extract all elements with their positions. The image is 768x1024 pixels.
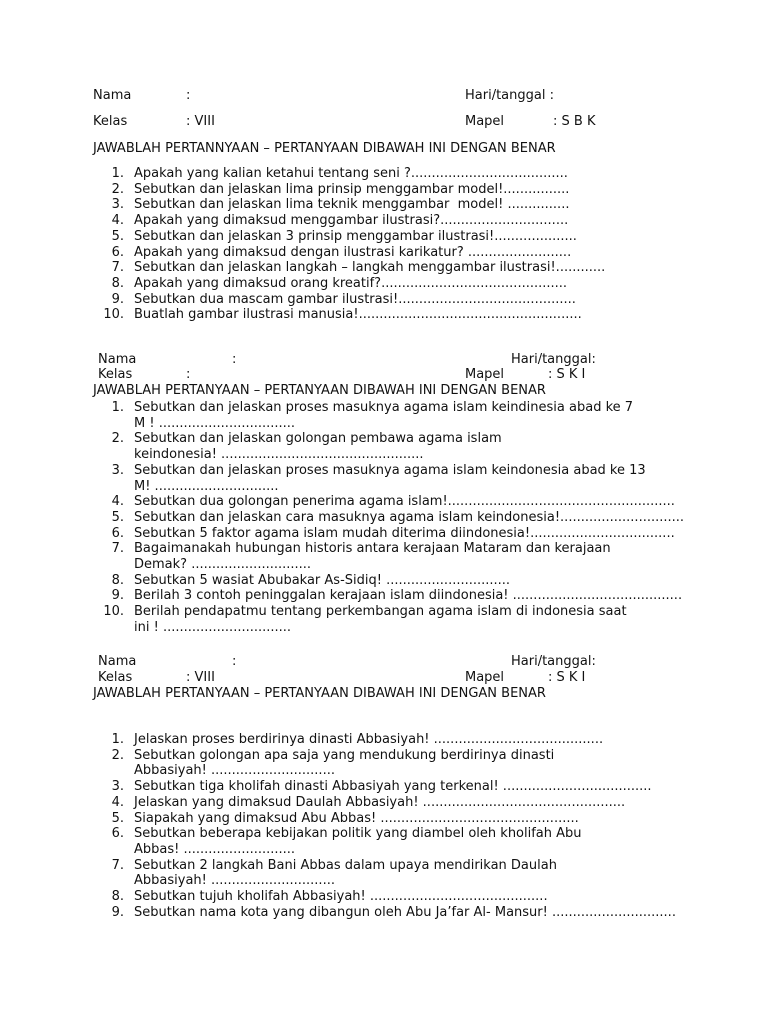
- kelas-value: : VIII: [186, 114, 215, 129]
- question-item: [94, 494, 684, 510]
- question-item: [94, 748, 676, 779]
- question-number: 8.: [111, 275, 124, 291]
- question-text: Sebutkan dan jelaskan 3 prinsip menggambar ilustrasi!....................: [134, 228, 577, 244]
- question-text: Apakah yang kalian ketahui tentang seni ?......................................: [134, 166, 568, 181]
- question-number: 10.: [103, 307, 124, 323]
- question-text: Buatlah gambar ilustrasi manusia!......................................................: [134, 307, 582, 323]
- question-text: Sebutkan nama kota yang dibangun oleh Abu Ja’far Al- Mansur! ..............................: [134, 904, 676, 920]
- question-number: 2.: [111, 747, 124, 763]
- question-item: [94, 732, 676, 748]
- instruction-heading: JAWABLAH PERTANYAAN – PERTANYAAN DIBAWAH INI DENGAN BENAR: [93, 383, 546, 398]
- question-text: Berilah pendapatmu tentang perkembangan agama islam di indonesia saat ini ! ...............................: [134, 604, 627, 635]
- question-number: 8.: [111, 572, 124, 588]
- question-number: 1.: [111, 166, 124, 181]
- question-number: 7.: [111, 541, 124, 557]
- question-item: [94, 510, 684, 526]
- question-number: 3.: [111, 462, 124, 478]
- question-item: [94, 245, 605, 261]
- question-item: [94, 588, 684, 604]
- question-number: 7.: [111, 857, 124, 873]
- nama-colon: :: [232, 654, 237, 669]
- mapel-label: Mapel: [465, 114, 505, 129]
- question-list: [94, 166, 605, 323]
- question-number: 5.: [111, 228, 124, 244]
- question-item: [94, 811, 676, 827]
- question-text: Jelaskan yang dimaksud Daulah Abbasiyah! .................................................: [134, 794, 626, 810]
- question-number: 3.: [111, 197, 124, 213]
- question-item: [94, 858, 676, 889]
- question-number: 1.: [111, 732, 124, 747]
- question-item: [94, 604, 684, 635]
- kelas-value: : VIII: [186, 670, 215, 685]
- hari-tanggal-label: Hari/tanggal:: [511, 352, 596, 367]
- question-text: Sebutkan 2 langkah Bani Abbas dalam upaya mendirikan Daulah Abbasiyah! ..............................: [134, 857, 557, 889]
- question-number: 7.: [111, 260, 124, 276]
- question-item: [94, 197, 605, 213]
- question-item: [94, 166, 605, 182]
- question-text: Sebutkan dan jelaskan cara masuknya agama islam keindonesia!..............................: [134, 509, 685, 525]
- question-item: [94, 573, 684, 589]
- question-number: 8.: [111, 889, 124, 905]
- question-item: [94, 400, 684, 431]
- hari-tanggal-label: Hari/tanggal:: [511, 654, 596, 669]
- question-item: [94, 795, 676, 811]
- mapel-value: : S K I: [548, 670, 586, 685]
- question-number: 4.: [111, 213, 124, 229]
- instruction-heading: JAWABLAH PERTANYAAN – PERTANYAAN DIBAWAH INI DENGAN BENAR: [93, 686, 546, 701]
- question-item: [94, 905, 676, 921]
- question-number: 9.: [111, 588, 124, 604]
- nama-colon: :: [232, 352, 237, 367]
- question-text: Sebutkan beberapa kebijakan politik yang diambel oleh kholifah Abu Abbas! ...........................: [134, 826, 582, 857]
- question-text: Apakah yang dimaksud dengan ilustrasi karikatur? .........................: [134, 244, 572, 260]
- question-item: [94, 431, 684, 462]
- question-item: [94, 463, 684, 494]
- question-text: Bagaimanakah hubungan historis antara kerajaan Mataram dan kerajaan Demak? .............................: [134, 541, 611, 573]
- question-text: Sebutkan 5 faktor agama islam mudah diterima diindonesia!...................................: [134, 525, 675, 541]
- question-number: 6.: [111, 826, 124, 842]
- question-item: [94, 182, 605, 198]
- nama-label: Nama: [93, 88, 132, 103]
- question-text: Sebutkan dan jelaskan lima prinsip menggambar model!................: [134, 181, 570, 197]
- question-text: Berilah 3 contoh peninggalan kerajaan islam diindonesia! .........................................: [134, 588, 683, 604]
- question-item: [94, 779, 676, 795]
- question-number: 9.: [111, 291, 124, 307]
- question-number: 1.: [111, 400, 124, 415]
- question-item: [94, 213, 605, 229]
- question-text: Sebutkan tujuh kholifah Abbasiyah! ...........................................: [134, 889, 548, 905]
- question-text: Sebutkan dan jelaskan golongan pembawa agama islam keindonesia! .................................................: [134, 431, 502, 463]
- kelas-label: Kelas: [93, 114, 128, 129]
- question-text: Apakah yang dimaksud orang kreatif?.............................................: [134, 275, 568, 291]
- question-text: Jelaskan proses berdirinya dinasti Abbasiyah! .........................................: [134, 732, 604, 747]
- question-item: [94, 276, 605, 292]
- question-list: [94, 400, 684, 636]
- nama-label: Nama: [98, 654, 137, 669]
- nama-label: Nama: [98, 352, 137, 367]
- instruction-heading: JAWABLAH PERTANNYAAN – PERTANYAAN DIBAWAH INI DENGAN BENAR: [93, 141, 556, 156]
- question-item: [94, 229, 605, 245]
- question-text: Sebutkan dan jelaskan proses masuknya agama islam keindinesia abad ke 7 M ! .................................: [134, 400, 634, 431]
- question-text: Sebutkan dua golongan penerima agama islam!.......................................................: [134, 494, 675, 510]
- question-number: 5.: [111, 810, 124, 826]
- question-text: Sebutkan 5 wasiat Abubakar As-Sidiq! ..............................: [134, 572, 511, 588]
- question-text: Sebutkan dan jelaskan langkah – langkah menggambar ilustrasi!............: [134, 260, 606, 276]
- question-number: 4.: [111, 794, 124, 810]
- question-number: 6.: [111, 525, 124, 541]
- question-number: 10.: [103, 604, 124, 620]
- question-number: 6.: [111, 244, 124, 260]
- question-text: Sebutkan tiga kholifah dinasti Abbasiyah yang terkenal! ....................................: [134, 779, 652, 795]
- question-item: [94, 526, 684, 542]
- question-number: 5.: [111, 509, 124, 525]
- question-item: [94, 307, 605, 323]
- nama-colon: :: [186, 88, 191, 103]
- question-number: 9.: [111, 904, 124, 920]
- question-number: 4.: [111, 494, 124, 510]
- hari-tanggal-label: Hari/tanggal :: [465, 88, 554, 103]
- kelas-label: Kelas: [98, 670, 133, 685]
- question-text: Sebutkan golongan apa saja yang mendukung berdirinya dinasti Abbasiyah! ..............................: [134, 747, 555, 779]
- question-list: [94, 732, 676, 920]
- mapel-label: Mapel: [465, 670, 505, 685]
- question-text: Sebutkan dan jelaskan proses masuknya agama islam keindonesia abad ke 13 M! ..............................: [134, 462, 646, 494]
- mapel-label: Mapel: [465, 367, 505, 382]
- question-text: Apakah yang dimaksud menggambar ilustrasi?...............................: [134, 213, 569, 229]
- question-item: [94, 260, 605, 276]
- question-number: 2.: [111, 181, 124, 197]
- mapel-value: : S B K: [553, 114, 596, 129]
- question-text: Siapakah yang dimaksud Abu Abbas! ................................................: [134, 810, 579, 826]
- question-item: [94, 292, 605, 308]
- question-item: [94, 889, 676, 905]
- question-number: 2.: [111, 431, 124, 447]
- question-number: 3.: [111, 779, 124, 795]
- question-item: [94, 541, 684, 572]
- question-text: Sebutkan dan jelaskan lima teknik menggambar model! ...............: [134, 197, 570, 213]
- mapel-value: : S K I: [548, 367, 586, 382]
- question-item: [94, 826, 676, 857]
- kelas-value: :: [186, 367, 191, 382]
- question-text: Sebutkan dua mascam gambar ilustrasi!...........................................: [134, 291, 576, 307]
- kelas-label: Kelas: [98, 367, 133, 382]
